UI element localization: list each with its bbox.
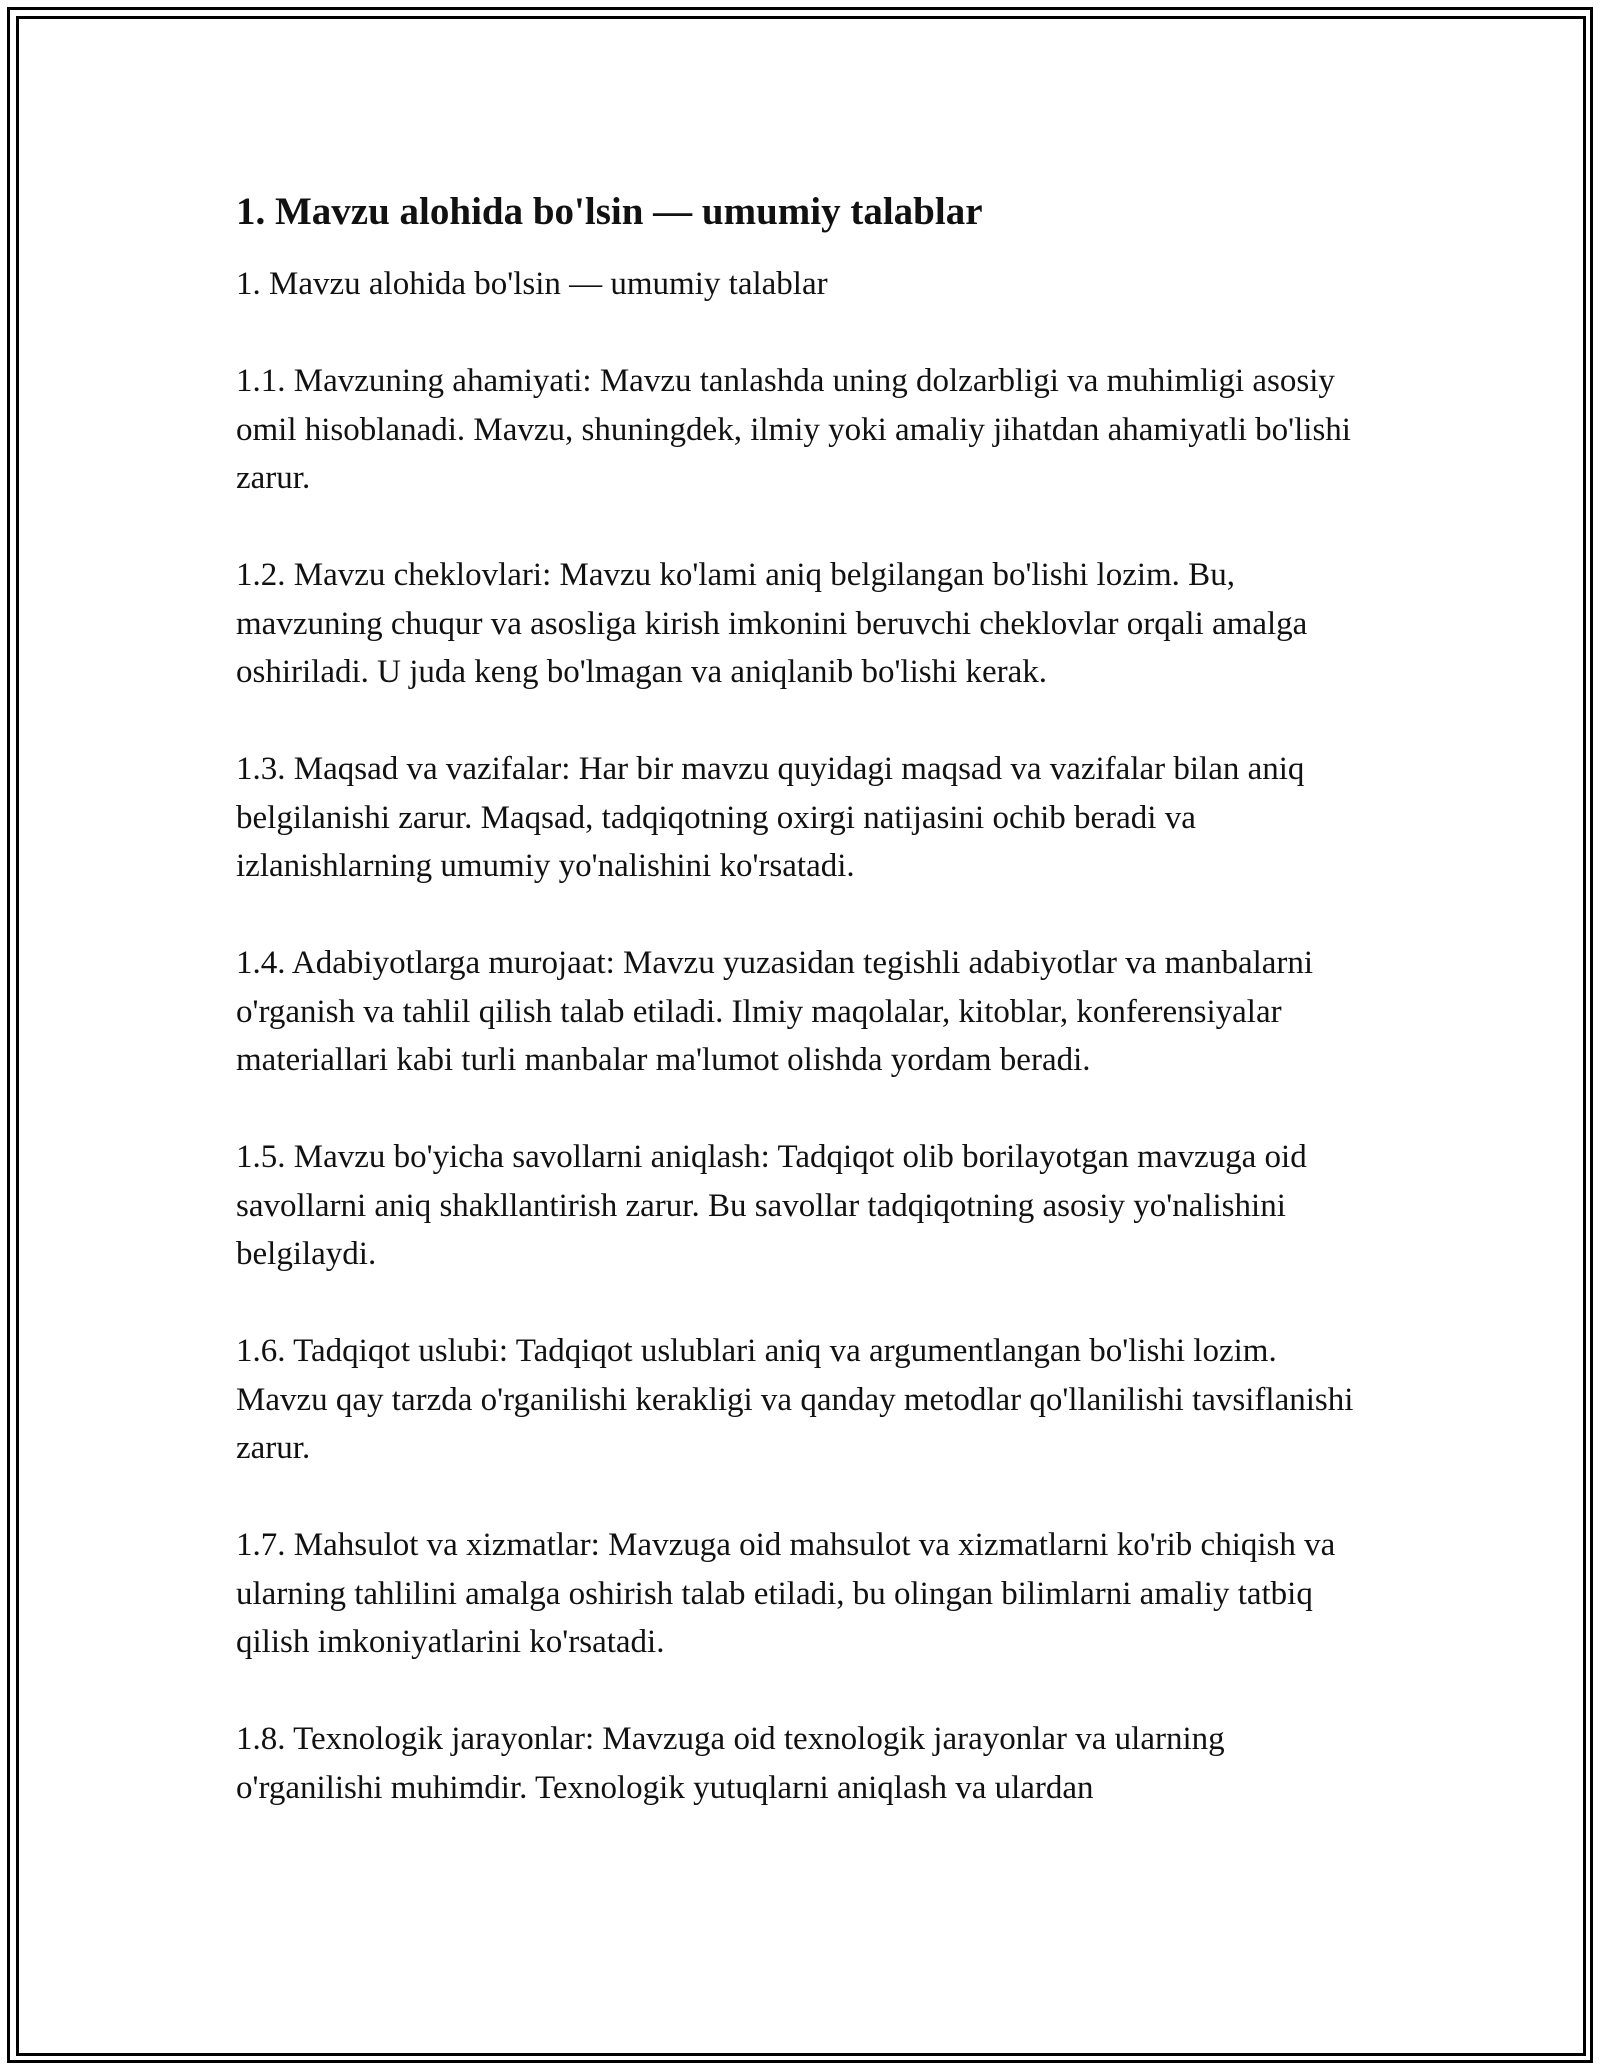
- document-heading: 1. Mavzu alohida bo'lsin — umumiy talablar: [236, 190, 983, 233]
- paragraph-1-2: 1.2. Mavzu cheklovlari: Mavzu ko'lami aniq belgilangan bo'lishi lozim. Bu, mavzuning chuqur va asosliga kirish imkonini beruvchi cheklovlar orqali amalga oshiriladi. U juda keng bo'lmagan va aniqlanib bo'lishi kerak.: [236, 557, 1308, 690]
- paragraph-section-title: 1. Mavzu alohida bo'lsin — umumiy talablar: [236, 266, 828, 302]
- paragraph-1-1: 1.1. Mavzuning ahamiyati: Mavzu tanlashda uning dolzarbligi va muhimligi asosiy omil hisoblanadi. Mavzu, shuningdek, ilmiy yoki amaliy jihatdan ahamiyatli bo'lishi zarur.: [236, 363, 1351, 496]
- paragraph-1-8: 1.8. Texnologik jarayonlar: Mavzuga oid texnologik jarayonlar va ularning o'rganilishi muhimdir. Texnologik yutuqlarni aniqlash va ulardan: [236, 1721, 1225, 1806]
- paragraph-1-4: 1.4. Adabiyotlarga murojaat: Mavzu yuzasidan tegishli adabiyotlar va manbalarni o'rganish va tahlil qilish talab etiladi. Ilmiy maqolalar, kitoblar, konferensiyalar materiallari kabi turli manbalar ma'lumot olishda yordam beradi.: [236, 945, 1314, 1078]
- paragraph-1-6: 1.6. Tadqiqot uslubi: Tadqiqot uslublari aniq va argumentlangan bo'lishi lozim. Mavzu qay tarzda o'rganilishi kerakligi va qanday metodlar qo'llanilishi tavsiflanishi zarur.: [236, 1333, 1354, 1466]
- paragraph-1-3: 1.3. Maqsad va vazifalar: Har bir mavzu quyidagi maqsad va vazifalar bilan aniq belgilanishi zarur. Maqsad, tadqiqotning oxirgi natijasini ochib beradi va izlanishlarning umumiy yo'nalishini ko'rsatadi.: [236, 751, 1305, 884]
- paragraph-1-7: 1.7. Mahsulot va xizmatlar: Mavzuga oid mahsulot va xizmatlarni ko'rib chiqish va ularning tahlilini amalga oshirish talab etiladi, bu olingan bilimlarni amaliy tatbiq qilish imkoniyatlarini ko'rsatadi.: [236, 1527, 1336, 1660]
- paragraph-1-5: 1.5. Mavzu bo'yicha savollarni aniqlash: Tadqiqot olib borilayotgan mavzuga oid savollarni aniq shakllantirish zarur. Bu savollar tadqiqotning asosiy yo'nalishini belgilaydi.: [236, 1139, 1307, 1272]
- document-body: [236, 186, 1376, 1812]
